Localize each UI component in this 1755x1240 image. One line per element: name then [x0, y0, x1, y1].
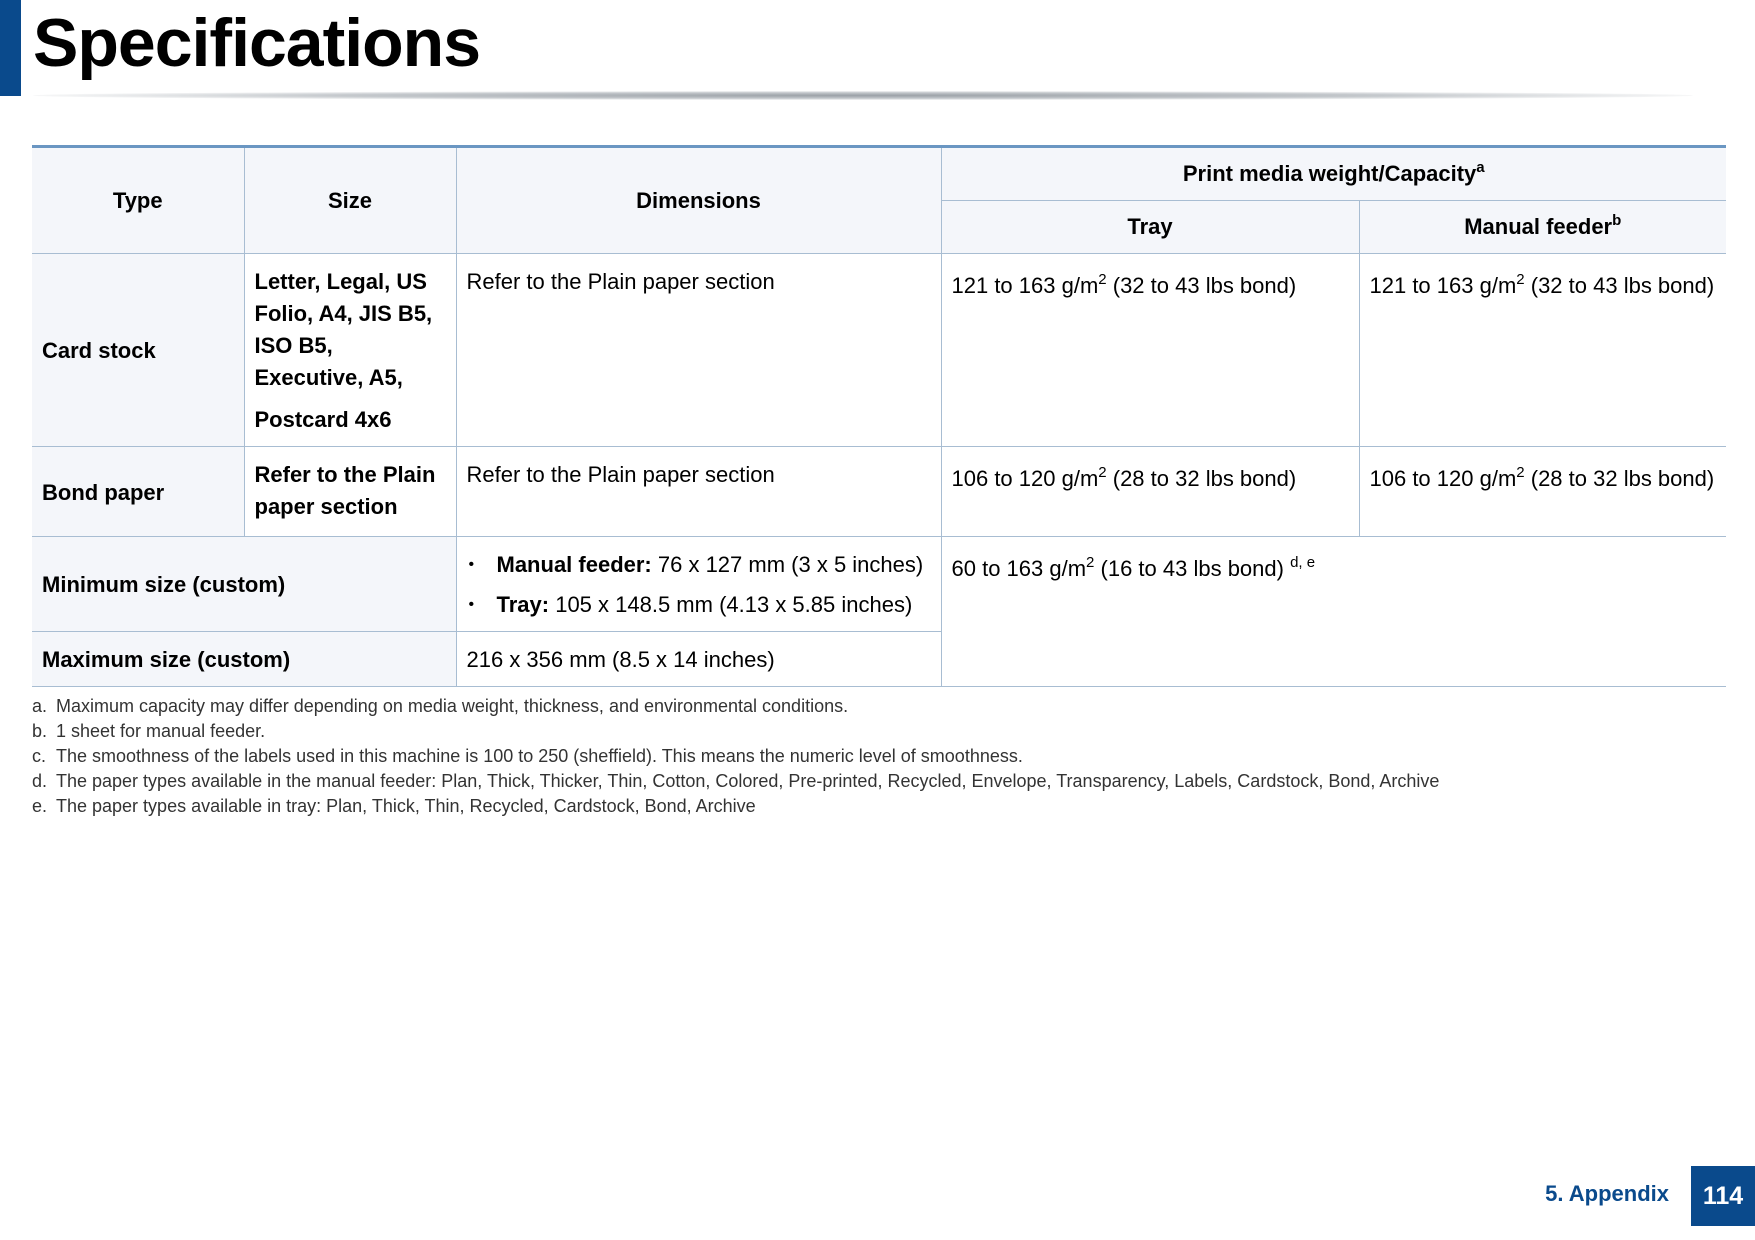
size-list-postcard: Postcard 4x6 — [254, 407, 392, 432]
row-type-maximum-size: Maximum size (custom) — [32, 632, 456, 687]
custom-weight: 60 to 163 g/m — [951, 556, 1087, 581]
manual-weight-bond: (32 to 43 lbs bond) — [1524, 273, 1715, 298]
footnote-text: Maximum capacity may differ depending on media weight, thickness, and environmental conditions. — [56, 696, 849, 716]
row-size-bond-paper: Refer to the Plain paper section — [244, 447, 456, 537]
row-dimensions-card-stock: Refer to the Plain paper section — [456, 254, 941, 447]
row-manual-card-stock — [1359, 254, 1726, 447]
footnote-text: 1 sheet for manual feeder. — [56, 721, 266, 741]
footnote-ref-a: a — [1476, 159, 1485, 176]
row-dimensions-maximum-size: 216 x 356 mm (8.5 x 14 inches) — [456, 632, 941, 687]
tray-weight: 121 to 163 g/m — [951, 273, 1099, 298]
superscript-2: 2 — [1516, 464, 1525, 481]
size-list: Letter, Legal, US Folio, A4, JIS B5, ISO B5, Executive, A5, — [254, 269, 433, 390]
custom-weight-bond: (16 to 43 lbs bond) — [1094, 556, 1291, 581]
footnote-b — [32, 719, 1732, 744]
minimum-tray-label: Tray: — [496, 592, 550, 617]
specifications-table — [32, 145, 1726, 687]
page-title: Specifications — [33, 5, 481, 81]
title-accent-bar — [0, 0, 21, 96]
header-manual-feeder — [1359, 201, 1726, 254]
superscript-2: 2 — [1086, 554, 1095, 571]
footnote-d — [32, 769, 1732, 794]
header-weight-capacity — [941, 147, 1726, 201]
header-size: Size — [244, 147, 456, 254]
row-dimensions-minimum-size — [456, 537, 941, 632]
row-manual-bond-paper — [1359, 447, 1726, 537]
row-type-card-stock: Card stock — [32, 254, 244, 447]
footnote-ref-b: b — [1612, 212, 1622, 229]
manual-weight-bond: (28 to 32 lbs bond) — [1524, 466, 1715, 491]
footer-section-link[interactable]: 5. Appendix — [1545, 1181, 1669, 1206]
table-row-bond-paper — [32, 447, 1726, 537]
footnote-a — [32, 694, 1732, 719]
header-dimensions: Dimensions — [456, 147, 941, 254]
footnote-c — [32, 744, 1732, 769]
row-size-card-stock — [244, 254, 456, 447]
superscript-2: 2 — [1098, 464, 1107, 481]
tray-weight-bond: (32 to 43 lbs bond) — [1106, 273, 1297, 298]
footnote-text: The paper types available in the manual feeder: Plan, Thick, Thicker, Thin, Cotton, Colored, Pre-printed, Recycled, Envelope, Transparency, Labels, Cardstock, Bond, Archive — [56, 771, 1440, 791]
footnote-letter: b. — [32, 721, 48, 741]
header-tray: Tray — [941, 201, 1359, 254]
table-row-minimum-size — [32, 537, 1726, 632]
manual-weight: 121 to 163 g/m — [1369, 273, 1517, 298]
header-type: Type — [32, 147, 244, 254]
minimum-manual-value: 76 x 127 mm (3 x 5 inches) — [651, 552, 924, 577]
minimum-tray-value: 105 x 148.5 mm (4.13 x 5.85 inches) — [549, 592, 913, 617]
row-type-bond-paper: Bond paper — [32, 447, 244, 537]
header-weight-capacity-label: Print media weight/Capacity — [1182, 161, 1477, 186]
row-weight-custom — [941, 537, 1726, 687]
footnote-letter: a. — [32, 696, 48, 716]
manual-weight: 106 to 120 g/m — [1369, 466, 1517, 491]
title-underline — [33, 91, 1693, 100]
page-number: 114 — [1691, 1166, 1755, 1226]
row-type-minimum-size: Minimum size (custom) — [32, 537, 456, 632]
tray-weight-bond: (28 to 32 lbs bond) — [1106, 466, 1297, 491]
superscript-2: 2 — [1516, 271, 1525, 288]
list-item — [467, 589, 931, 621]
footnote-text: The smoothness of the labels used in this machine is 100 to 250 (sheffield). This means the numeric level of smoothness. — [56, 746, 1023, 766]
table-row-card-stock — [32, 254, 1726, 447]
row-dimensions-bond-paper: Refer to the Plain paper section — [456, 447, 941, 537]
footnote-ref-d-e: d, e — [1290, 554, 1316, 571]
list-item — [467, 549, 931, 581]
footnote-letter: e. — [32, 796, 48, 816]
minimum-manual-label: Manual feeder: — [496, 552, 652, 577]
tray-weight: 106 to 120 g/m — [951, 466, 1099, 491]
header-manual-feeder-label: Manual feeder — [1464, 214, 1613, 239]
footnote-letter: d. — [32, 771, 48, 791]
row-tray-bond-paper — [941, 447, 1359, 537]
footnote-letter: c. — [32, 746, 47, 766]
row-tray-card-stock — [941, 254, 1359, 447]
superscript-2: 2 — [1098, 271, 1107, 288]
minimum-size-list — [467, 549, 931, 621]
footnote-e — [32, 794, 1732, 819]
header-row-1 — [32, 147, 1726, 201]
footnote-text: The paper types available in tray: Plan, Thick, Thin, Recycled, Cardstock, Bond, Archive — [56, 796, 756, 816]
footnotes — [32, 694, 1732, 819]
